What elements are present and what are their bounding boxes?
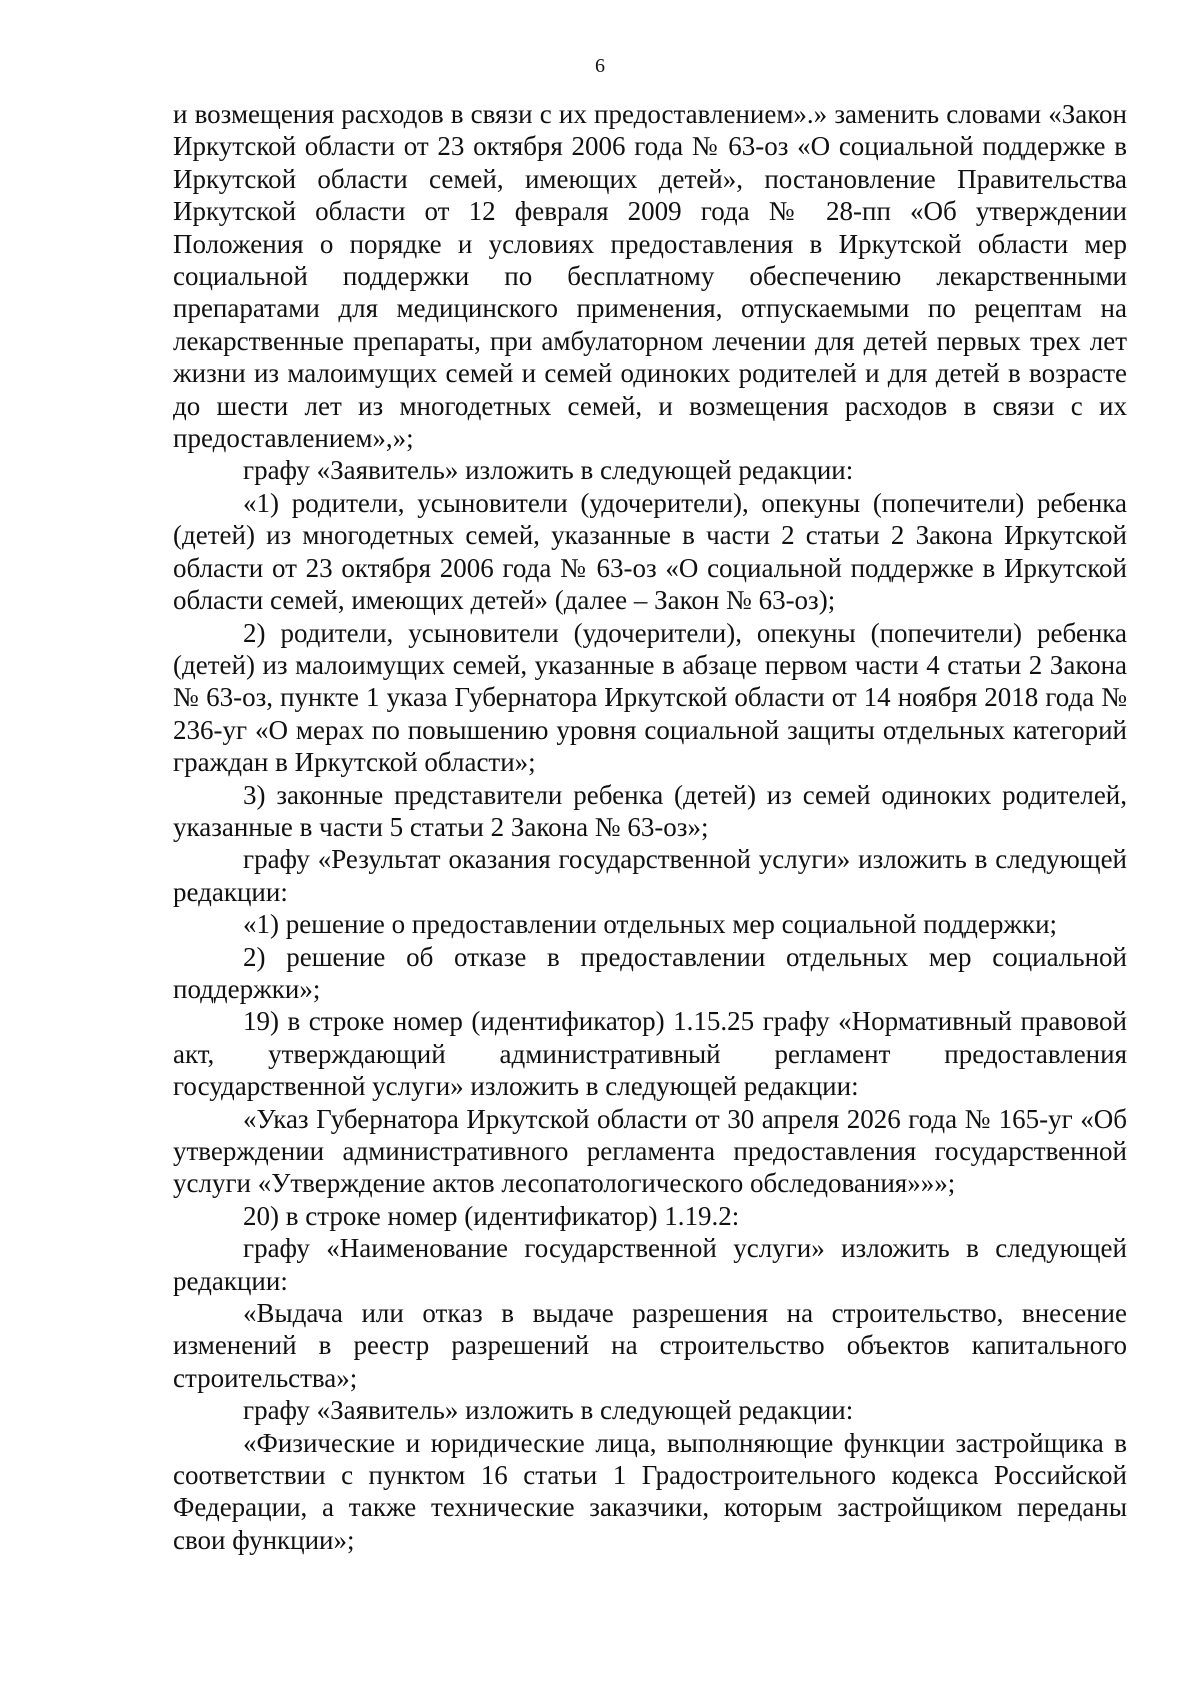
paragraph: 20) в строке номер (идентификатор) 1.19.2: xyxy=(243,1200,740,1231)
paragraph: и возмещения расходов в связи с их предоставлением».» заменить словами «Закон Иркутской области от 23 октября 2006 года № 63-оз «О социальной поддержке в Иркутской области семей, имеющих детей», постановление Правительства Иркутской области от 12 февраля 2009 года № 28-пп «Об утверждении Положения о порядке и условиях предоставления в Иркутской области мер социальной поддержки по бесплатному обеспечению лекарственными препаратами для медицинского применения, отпускаемыми по рецептам на лекарственные препараты, при амбулаторном лечении для детей первых трех лет жизни из малоимущих семей и семей одиноких родителей и для детей в возрасте до шести лет из многодетных семей, и возмещения расходов в связи с их предоставлением»,»; xyxy=(173,99,1127,454)
paragraph: графу «Заявитель» изложить в следующей редакции: xyxy=(243,1395,854,1426)
page-number: 6 xyxy=(595,55,605,77)
paragraph: графу «Заявитель» изложить в следующей редакции: xyxy=(243,455,854,486)
paragraph: 2) родители, усыновители (удочерители), опекуны (попечители) ребенка (детей) из малоимущих семей, указанные в абзаце первом части 4 статьи 2 Закона № 63-оз, пункте 1 указа Губернатора Иркутской области от 14 ноября 2018 года № 236-уг «О мерах по повышению уровня социальной защиты отдельных категорий граждан в Иркутской области»; xyxy=(173,617,1127,778)
paragraph: 3) законные представители ребенка (детей) из семей одиноких родителей, указанные в части 5 статьи 2 Закона № 63-оз»; xyxy=(173,779,1127,842)
paragraph: «1) решение о предоставлении отдельных мер социальной поддержки; xyxy=(243,909,1058,940)
paragraph: «Физические и юридические лица, выполняющие функции застройщика в соответствии с пунктом 16 статьи 1 Градостроительного кодекса Российской Федерации, а также технические заказчики, которым застройщиком переданы свои функции»; xyxy=(173,1427,1127,1555)
paragraph: 2) решение об отказе в предоставлении отдельных мер социальной поддержки»; xyxy=(173,941,1127,1004)
paragraph: «Указ Губернатора Иркутской области от 30 апреля 2026 года № 165-уг «Об утверждении административного регламента предоставления государственной услуги «Утверждение актов лесопатологического обследования»»»; xyxy=(173,1103,1127,1199)
paragraph: графу «Результат оказания государственной услуги» изложить в следующей редакции: xyxy=(173,844,1127,907)
paragraph: «1) родители, усыновители (удочерители), опекуны (попечители) ребенка (детей) из многодетных семей, указанные в части 2 статьи 2 Закона Иркутской области от 23 октября 2006 года № 63-оз «О социальной поддержке в Иркутской области семей, имеющих детей» (далее – Закон № 63-оз); xyxy=(173,487,1127,616)
paragraph: 19) в строке номер (идентификатор) 1.15.25 графу «Нормативный правовой акт, утверждающий административный регламент предоставления государственной услуги» изложить в следующей редакции: xyxy=(173,1006,1127,1102)
paragraph: «Выдача или отказ в выдаче разрешения на строительство, внесение изменений в реестр разрешений на строительство объектов капитального строительства»; xyxy=(173,1298,1127,1393)
paragraph: графу «Наименование государственной услуги» изложить в следующей редакции: xyxy=(173,1233,1127,1296)
document-body xyxy=(173,98,1127,1556)
